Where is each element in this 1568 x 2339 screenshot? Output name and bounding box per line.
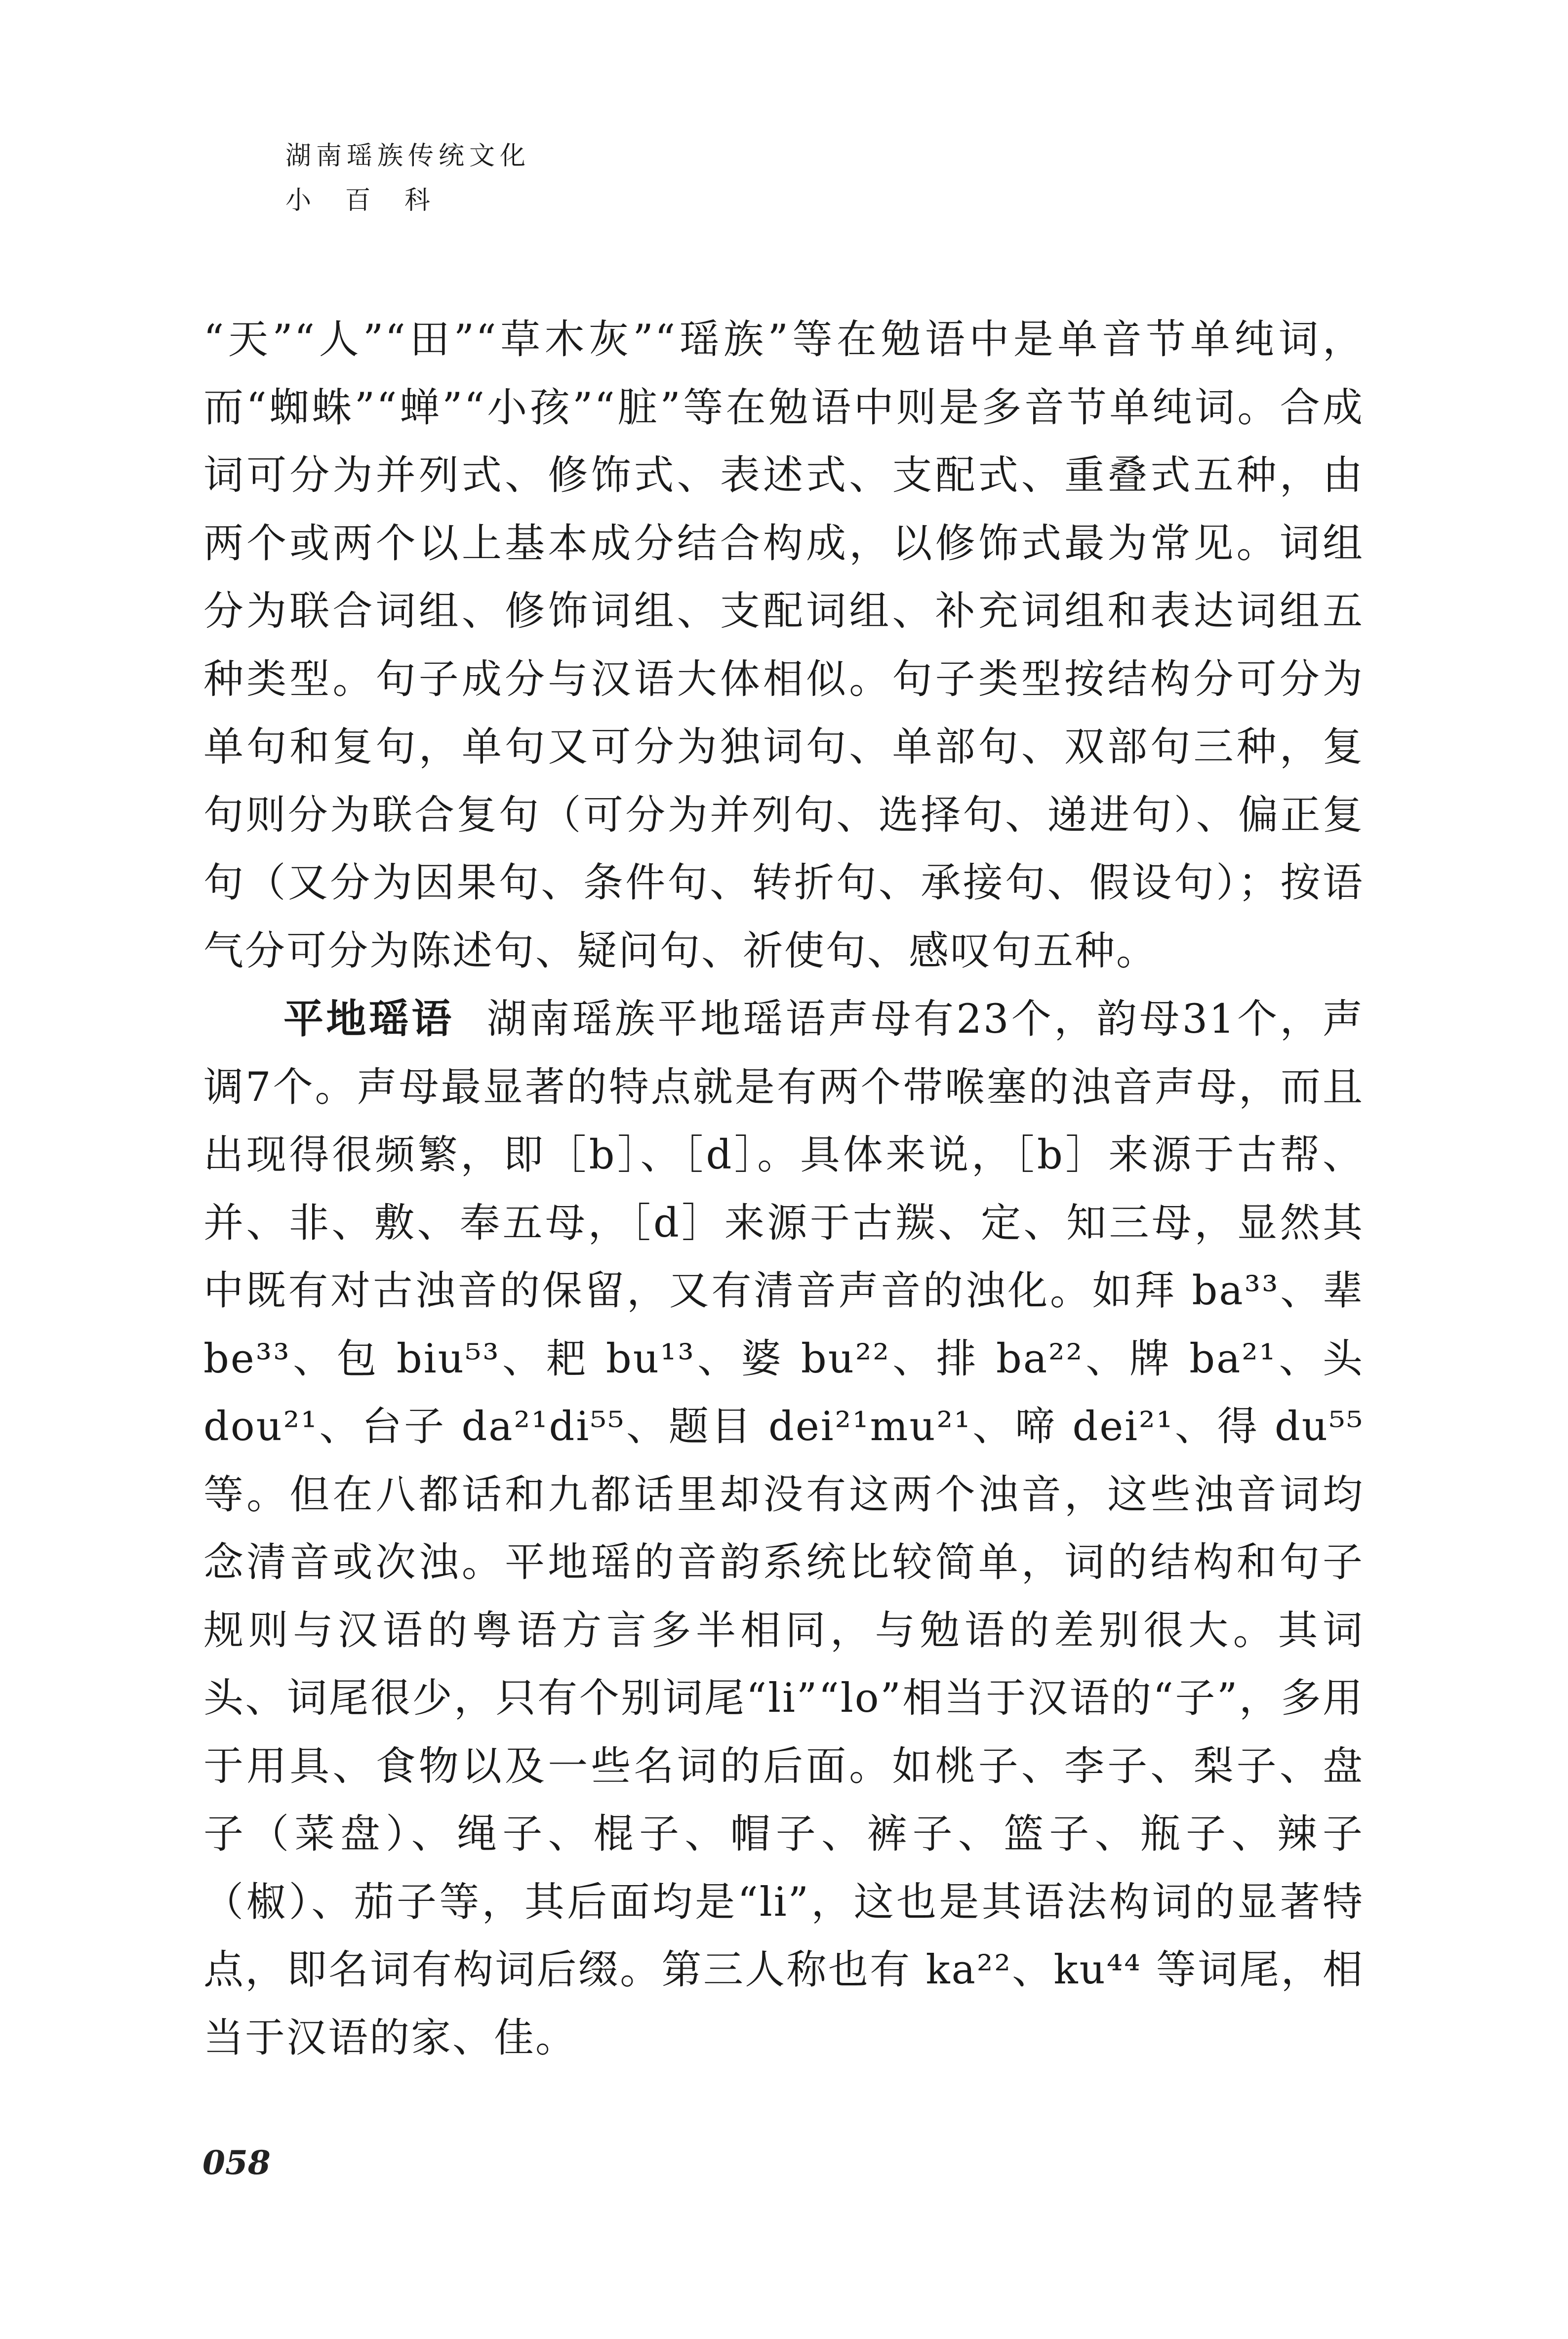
paragraph-text: “天”“人”“田”“草木灰”“瑶族”等在勉语中是单音节单纯词，而“蜘蛛”“蝉”“小孩”“脏”等在勉语中则是多音节单纯词。合成词可分为并列式、修饰式、表述式、支配式、重叠式五种，由两个或两个以上基本成分结合构成，以修饰式最为常见。词组分为联合词组、修饰词组、支配词组、补充词组和表达词组五种类型。句子成分与汉语大体相似。句子类型按结构分可分为单句和复句，单句又可分为独词句、单部句、双部句三种，复句则分为联合复句（可分为并列句、选择句、递进句）、偏正复句（又分为因果句、条件句、转折句、承接句、假设句）；按语气分可分为陈述句、疑问句、祈使句、感叹句五种。 (203, 317, 1364, 974)
paragraph-text: 湖南瑶族平地瑶语声母有23个，韵母31个，声调7个。声母最显著的特点就是有两个带喉塞的浊音声母，而且出现得很频繁，即［b］、［d］。具体来说，［b］来源于古帮、并、非、敷、奉五母，［d］来源于古羰、定、知三母，显然其中既有对古浊音的保留，又有清音声音的浊化。如拜 ba³³、辈 be³³、包 biu⁵³、耙 bu¹³、婆 bu²²、排 ba²²、牌 ba²¹、头 dou²¹、台子 da²¹di⁵⁵、题目 dei²¹mu²¹、啼 dei²¹、得 du⁵⁵等。但在八都话和九都话里却没有这两个浊音，这些浊音词均念清音或次浊。平地瑶的音韵系统比较简单，词的结构和句子规则与汉语的粤语方言多半相同，与勉语的差别很大。其词头、词尾很少，只有个别词尾“li”“lo”相当于汉语的“子”，多用于用具、食物以及一些名词的后面。如桃子、李子、梨子、盘子（菜盘）、绳子、棍子、帽子、裤子、篮子、瓶子、辣子（椒）、茄子等，其后面均是“li”，这也是其语法构词的显著特点，即名词有构词后缀。第三人称也有 ka²²、ku⁴⁴ 等词尾，相当于汉语的家、佳。 (203, 996, 1364, 2061)
paragraph-word-structure (203, 306, 1364, 985)
page-number: 058 (202, 2143, 271, 2182)
paragraph-pingdi-yao (203, 985, 1364, 2072)
running-header (285, 143, 530, 213)
book-title: 湖南瑶族传统文化 (285, 141, 531, 171)
body-text (203, 306, 1364, 2072)
entry-term: 平地瑶语 (283, 996, 454, 1043)
book-subtitle: 小 百 科 (285, 186, 443, 215)
